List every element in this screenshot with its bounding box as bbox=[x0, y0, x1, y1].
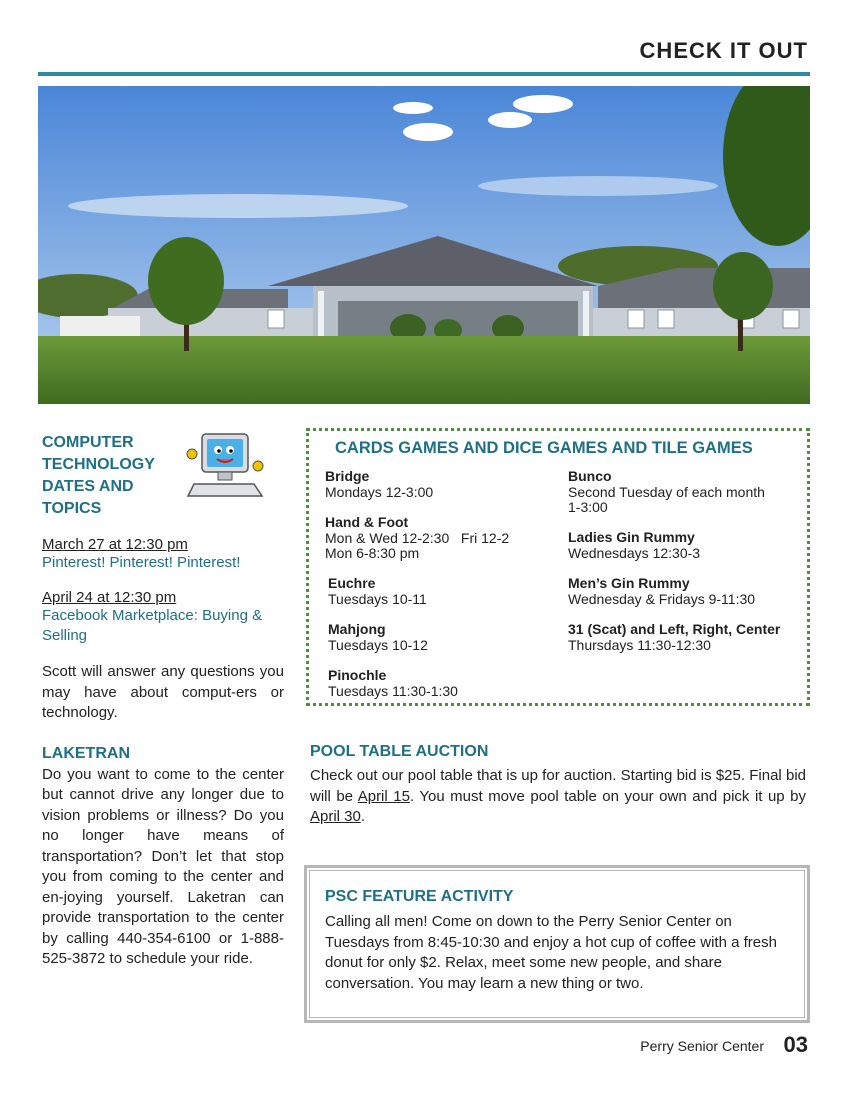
game-item bbox=[568, 622, 780, 653]
page-header-title: CHECK IT OUT bbox=[639, 38, 808, 63]
game-time: Mon & Wed 12-2:30 Fri 12-2 bbox=[325, 529, 510, 546]
games-box bbox=[306, 428, 810, 706]
game-name: 31 (Scat) and Left, Right, Center bbox=[568, 621, 781, 637]
senior-center-photo bbox=[38, 86, 810, 404]
psc-feature-body: Calling all men! Come on down to the Perry Senior Center on Tuesdays from 8:45-10:30 and enjoy a hot cup of coffee with a fresh donut for only $2. Relax, meet some new people, and share conversation. You may learn a new thing or two. bbox=[325, 913, 777, 992]
final-bid-date: April 15 bbox=[357, 787, 410, 805]
game-name: Bunco bbox=[568, 468, 612, 484]
pool-auction-section bbox=[310, 741, 806, 828]
game-time: Mon 6-8:30 pm bbox=[325, 545, 420, 561]
computer-section-title: COMPUTER TECHNOLOGY DATES AND TOPICS bbox=[42, 434, 155, 517]
session-topic: Facebook Marketplace: Buying & Selling bbox=[42, 607, 263, 644]
game-name: Bridge bbox=[325, 468, 370, 484]
header-rule bbox=[38, 72, 810, 76]
psc-feature-box bbox=[304, 865, 810, 1023]
pool-auction-title: POOL TABLE AUCTION bbox=[310, 743, 489, 760]
game-name: Hand & Foot bbox=[325, 514, 409, 530]
laketran-title: LAKETRAN bbox=[42, 744, 130, 762]
game-item bbox=[328, 668, 458, 699]
game-name: Ladies Gin Rummy bbox=[568, 529, 695, 545]
game-name: Euchre bbox=[328, 575, 376, 591]
game-time: Mondays 12-3:00 bbox=[325, 483, 434, 500]
pool-text: . bbox=[360, 808, 366, 825]
session-date: March 27 at 12:30 pm bbox=[42, 536, 188, 553]
footer-org-name: Perry Senior Center bbox=[640, 1038, 764, 1054]
game-item bbox=[325, 515, 509, 562]
game-time: Tuesdays 10-12 bbox=[328, 636, 428, 653]
game-item bbox=[568, 530, 700, 561]
game-item bbox=[568, 469, 765, 516]
game-item bbox=[328, 576, 427, 607]
game-time: Thursdays 11:30-12:30 bbox=[568, 636, 711, 653]
game-time: Wednesday & Fridays 9-11:30 bbox=[568, 590, 756, 607]
game-item bbox=[325, 469, 433, 500]
game-name: Mahjong bbox=[328, 621, 386, 637]
game-time: Wednesdays 12:30-3 bbox=[568, 544, 701, 561]
laketran-body: Do you want to come to the center but cannot drive any longer due to vision problems or illness? Do you no longer have means of transportation? Don’t let that stop you from coming to the center and en-joying yourself. Laketran can provide transportation to the center by calling 440-354-6100 or 1-888-525-3872 to schedule your ride. bbox=[42, 765, 284, 967]
session-topic: Pinterest! Pinterest! Pinterest! bbox=[42, 554, 241, 571]
pool-auction-body bbox=[310, 766, 806, 828]
left-column bbox=[42, 432, 284, 970]
computer-note: Scott will answer any questions you may have about comput-ers or technology. bbox=[42, 663, 284, 721]
pickup-date: April 30 bbox=[310, 808, 361, 825]
pool-text: Check out our pool table that is up for auction. Starting bid is $25. Final bid will be bbox=[310, 767, 806, 805]
pool-text: . You must move pool table on your own and pick it up by bbox=[409, 787, 806, 805]
psc-feature-title: PSC FEATURE ACTIVITY bbox=[325, 888, 514, 905]
game-time: Second Tuesday of each month bbox=[568, 483, 765, 500]
game-item bbox=[328, 622, 428, 653]
game-time: 1-3:00 bbox=[568, 499, 608, 515]
game-item bbox=[568, 576, 755, 607]
games-title: CARDS GAMES AND DICE GAMES AND TILE GAMES bbox=[335, 439, 753, 457]
computer-clipart-icon bbox=[184, 432, 266, 502]
game-time: Tuesdays 11:30-1:30 bbox=[328, 682, 458, 699]
game-name: Pinochle bbox=[328, 667, 387, 683]
page-number: 03 bbox=[783, 1032, 808, 1057]
session-date: April 24 at 12:30 pm bbox=[42, 589, 177, 606]
game-name: Men’s Gin Rummy bbox=[568, 575, 690, 591]
game-time: Tuesdays 10-11 bbox=[328, 590, 427, 607]
